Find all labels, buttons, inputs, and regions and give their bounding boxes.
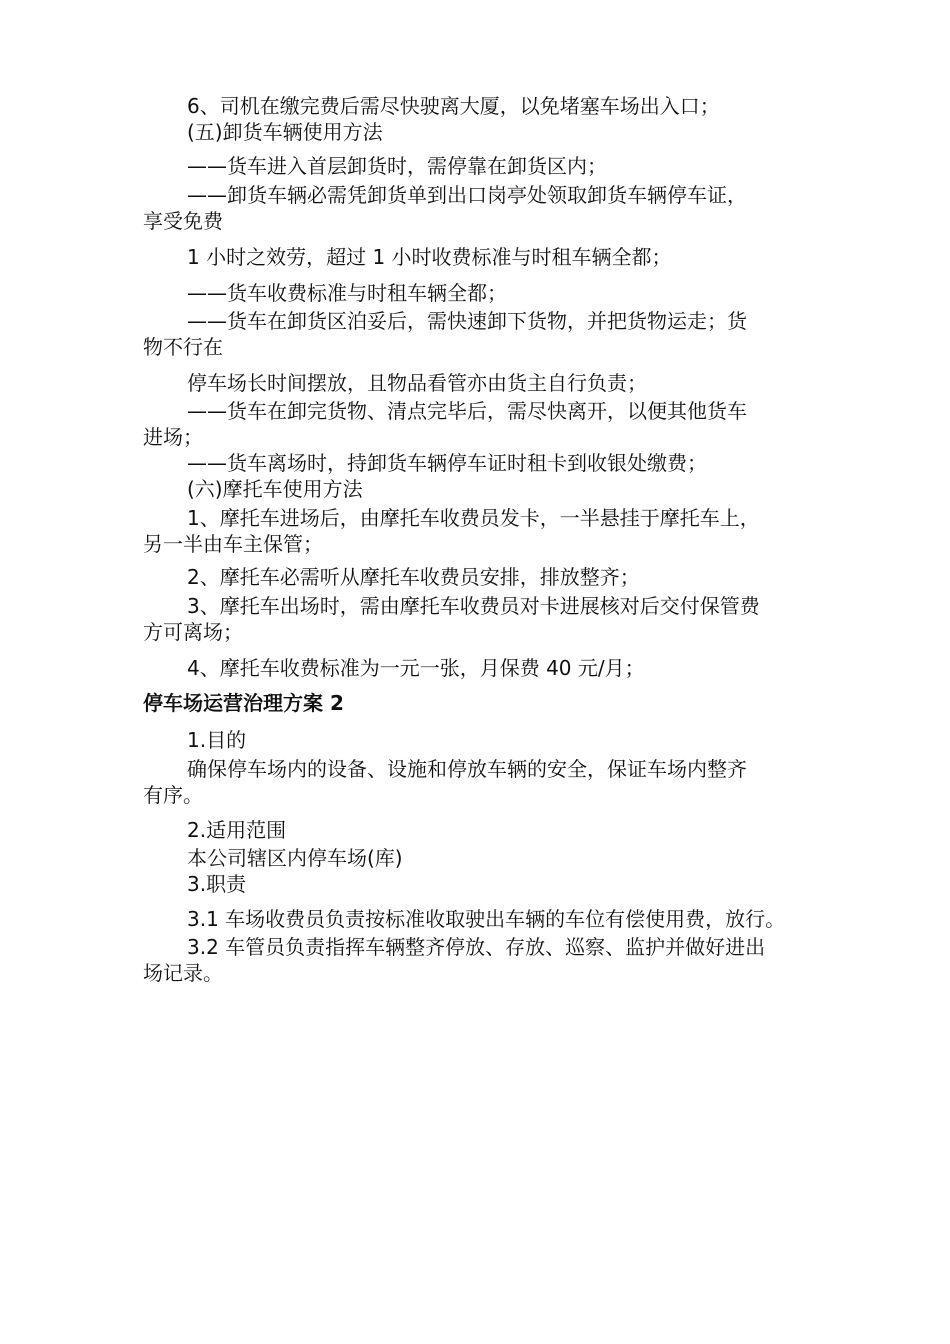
paragraph-line: 4、摩托车收费标准为一元一张，月保费 40 元/月；: [187, 656, 645, 680]
paragraph-line: 方可离场；: [143, 620, 243, 644]
paragraph-line: ——卸货车辆必需凭卸货单到出口岗亭处领取卸货车辆停车证，: [187, 183, 747, 207]
paragraph-line: 进场；: [143, 425, 203, 449]
paragraph-line: 1、摩托车进场后，由摩托车收费员发卡，一半悬挂于摩托车上，: [187, 506, 760, 530]
paragraph-line: 场记录。: [143, 961, 223, 985]
paragraph-line: 物不行在: [143, 335, 223, 359]
section-heading: (五)卸货车辆使用方法: [187, 120, 383, 144]
paragraph-line: ——货车进入首层卸货时，需停靠在卸货区内；: [187, 154, 607, 178]
paragraph-line: 2.适用范围: [187, 818, 287, 842]
paragraph-line: 另一半由车主保管；: [143, 532, 323, 556]
paragraph-line: 有序。: [143, 783, 203, 807]
paragraph-line: 1 小时之效劳，超过 1 小时收费标准与时租车辆全都；: [187, 245, 672, 269]
paragraph-line: 1.目的: [187, 728, 247, 752]
paragraph-line: ——货车在卸货区泊妥后，需快速卸下货物，并把货物运走；货: [187, 309, 747, 333]
paragraph-line: 停车场长时间摆放，且物品看管亦由货主自行负责；: [187, 371, 647, 395]
document-heading: 停车场运营治理方案 2: [143, 691, 344, 715]
paragraph-line: 3.职责: [187, 872, 247, 896]
paragraph-line: 2、摩托车必需听从摩托车收费员安排，排放整齐；: [187, 565, 640, 589]
section-heading: (六)摩托车使用方法: [187, 477, 363, 501]
paragraph-line: ——货车收费标准与时租车辆全都；: [187, 281, 507, 305]
paragraph-line: 3.2 车管员负责指挥车辆整齐停放、存放、巡察、监护并做好进出: [187, 935, 766, 959]
paragraph-line: ——货车在卸完货物、清点完毕后，需尽快离开，以便其他货车: [187, 399, 747, 423]
paragraph-line: 享受免费: [143, 209, 223, 233]
paragraph-line: 3.1 车场收费员负责按标准收取驶出车辆的车位有偿使用费，放行。: [187, 907, 786, 931]
paragraph-line: 确保停车场内的设备、设施和停放车辆的安全，保证车场内整齐: [187, 757, 747, 781]
paragraph-line: 6、司机在缴完费后需尽快驶离大厦，以免堵塞车场出入口；: [187, 94, 720, 118]
paragraph-line: 本公司辖区内停车场(库): [187, 846, 403, 870]
paragraph-line: 3、摩托车出场时，需由摩托车收费员对卡进展核对后交付保管费: [187, 594, 760, 618]
paragraph-line: ——货车离场时，持卸货车辆停车证时租卡到收银处缴费；: [187, 451, 707, 475]
